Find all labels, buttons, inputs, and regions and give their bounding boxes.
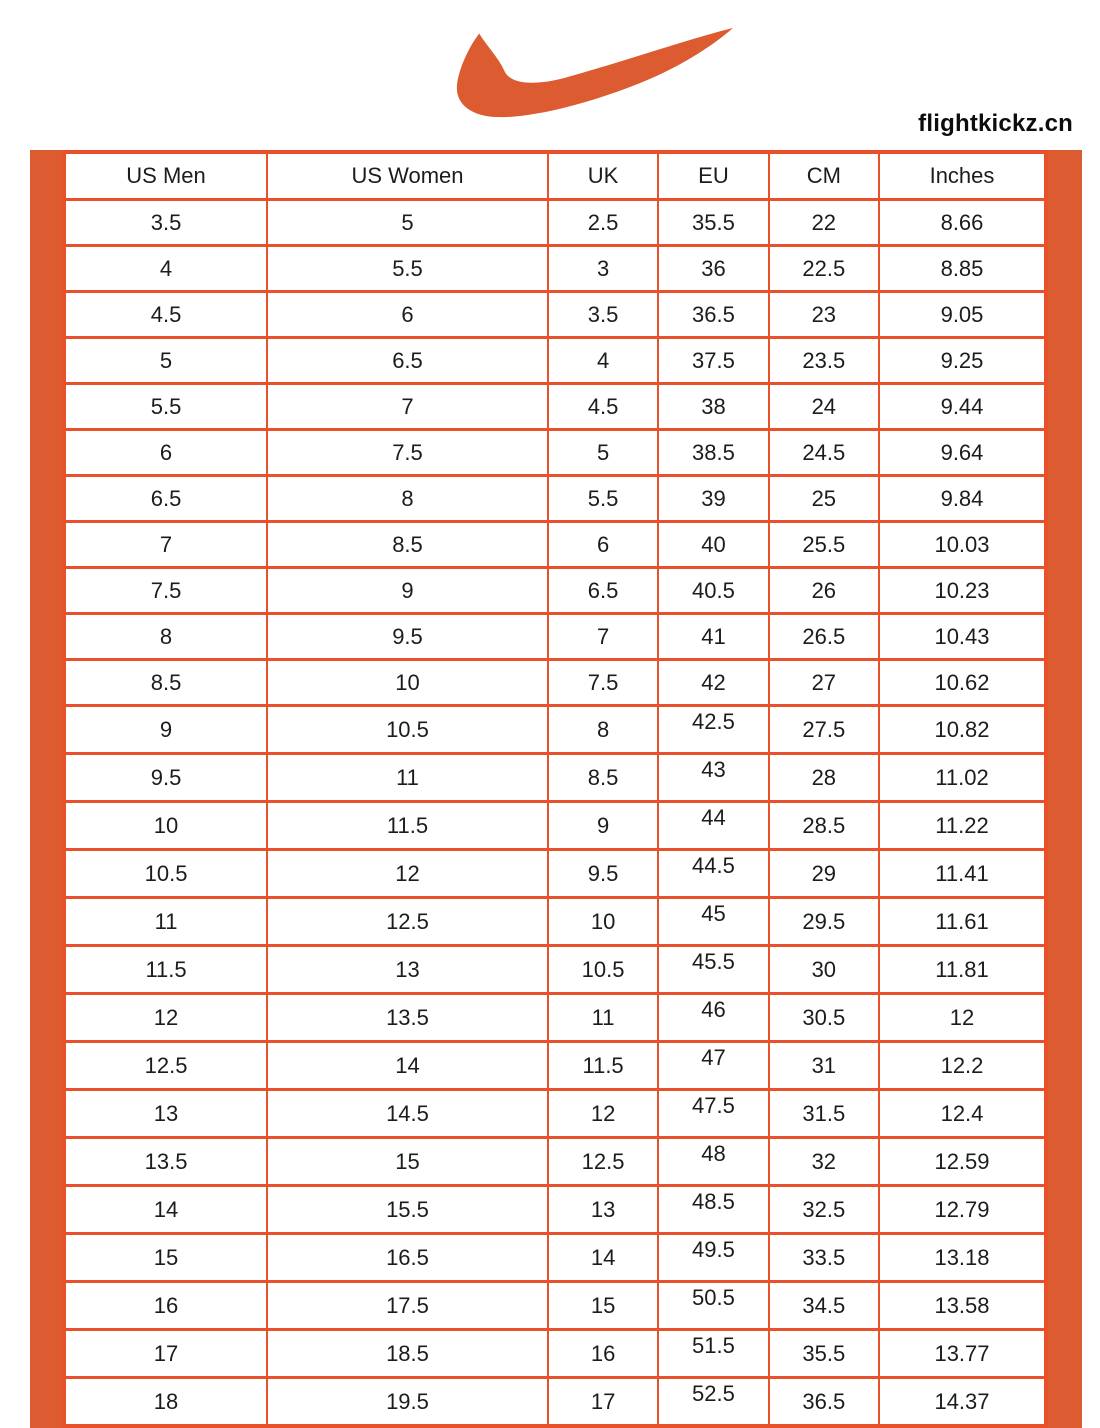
table-cell: 22.5 — [769, 246, 879, 292]
table-cell: 13.5 — [64, 1138, 267, 1186]
table-cell: 48.5 — [658, 1186, 768, 1234]
table-cell: 9.84 — [879, 476, 1046, 522]
table-row — [64, 994, 1046, 1042]
left-accent-bar — [30, 150, 62, 1428]
table-cell: 35.5 — [769, 1330, 879, 1378]
table-cell: 8.66 — [879, 200, 1046, 246]
table-cell: 12 — [64, 994, 267, 1042]
table-cell: 11.5 — [64, 946, 267, 994]
table-cell: 17.5 — [267, 1282, 548, 1330]
table-cell: 28 — [769, 754, 879, 802]
table-cell: 8 — [548, 706, 658, 754]
table-cell: 3.5 — [64, 200, 267, 246]
table-cell: 38.5 — [658, 430, 768, 476]
table-cell: 18.5 — [267, 1330, 548, 1378]
table-cell: 34.5 — [769, 1282, 879, 1330]
table-cell: 26.5 — [769, 614, 879, 660]
right-accent-bar — [1048, 150, 1082, 1428]
table-cell: 9.5 — [267, 614, 548, 660]
table-cell: 12 — [548, 1090, 658, 1138]
table-cell: 8.5 — [64, 660, 267, 706]
table-cell: 5.5 — [548, 476, 658, 522]
table-cell: 22 — [769, 200, 879, 246]
table-cell: 26 — [769, 568, 879, 614]
table-cell: 46 — [658, 994, 768, 1042]
table-cell: 45 — [658, 898, 768, 946]
table-row — [64, 292, 1046, 338]
table-cell: 10.5 — [64, 850, 267, 898]
table-cell: 50.5 — [658, 1282, 768, 1330]
table-cell: 29.5 — [769, 898, 879, 946]
table-cell: 12 — [267, 850, 548, 898]
table-cell: 9 — [64, 706, 267, 754]
table-row — [64, 802, 1046, 850]
table-cell: 35.5 — [658, 200, 768, 246]
table-cell: 11 — [267, 754, 548, 802]
table-cell: 11.5 — [267, 802, 548, 850]
table-cell: 13 — [548, 1186, 658, 1234]
table-cell: 6.5 — [267, 338, 548, 384]
column-header: UK — [548, 152, 658, 200]
table-cell: 9.64 — [879, 430, 1046, 476]
table-cell: 10.43 — [879, 614, 1046, 660]
table-cell: 4.5 — [64, 292, 267, 338]
table-cell: 17 — [548, 1378, 658, 1427]
size-chart — [30, 150, 1082, 1428]
table-cell: 9.05 — [879, 292, 1046, 338]
table-row — [64, 660, 1046, 706]
table-cell: 41 — [658, 614, 768, 660]
table-cell: 42 — [658, 660, 768, 706]
header-row — [64, 152, 1046, 200]
table-cell: 13.77 — [879, 1330, 1046, 1378]
table-cell: 7.5 — [548, 660, 658, 706]
table-row — [64, 568, 1046, 614]
nike-swoosh-logo — [455, 26, 735, 120]
table-cell: 9 — [267, 568, 548, 614]
table-row — [64, 850, 1046, 898]
table-cell: 13 — [64, 1090, 267, 1138]
table-row — [64, 1378, 1046, 1427]
table-cell: 43 — [658, 754, 768, 802]
table-cell: 5 — [267, 200, 548, 246]
table-cell: 10 — [548, 898, 658, 946]
table-cell: 8.85 — [879, 246, 1046, 292]
table-cell: 3.5 — [548, 292, 658, 338]
table-cell: 11.41 — [879, 850, 1046, 898]
table-cell: 9.44 — [879, 384, 1046, 430]
table-cell: 11.22 — [879, 802, 1046, 850]
table-cell: 36.5 — [769, 1378, 879, 1427]
table-cell: 4.5 — [548, 384, 658, 430]
nike-swoosh-icon — [457, 28, 733, 117]
table-cell: 13.18 — [879, 1234, 1046, 1282]
table-row — [64, 1090, 1046, 1138]
table-cell: 18 — [64, 1378, 267, 1427]
table-cell: 5 — [64, 338, 267, 384]
table-cell: 47 — [658, 1042, 768, 1090]
table-cell: 4 — [548, 338, 658, 384]
table-cell: 11 — [548, 994, 658, 1042]
table-row — [64, 754, 1046, 802]
table-cell: 11.5 — [548, 1042, 658, 1090]
table-cell: 10.5 — [548, 946, 658, 994]
table-cell: 12.4 — [879, 1090, 1046, 1138]
table-cell: 9.5 — [64, 754, 267, 802]
table-cell: 13.5 — [267, 994, 548, 1042]
table-cell: 36 — [658, 246, 768, 292]
table-cell: 36.5 — [658, 292, 768, 338]
table-cell: 6.5 — [64, 476, 267, 522]
table-cell: 32 — [769, 1138, 879, 1186]
table-row — [64, 1282, 1046, 1330]
table-cell: 32.5 — [769, 1186, 879, 1234]
table-cell: 11.02 — [879, 754, 1046, 802]
table-cell: 49.5 — [658, 1234, 768, 1282]
table-cell: 47.5 — [658, 1090, 768, 1138]
table-cell: 45.5 — [658, 946, 768, 994]
table-cell: 40.5 — [658, 568, 768, 614]
table-cell: 6.5 — [548, 568, 658, 614]
table-cell: 17 — [64, 1330, 267, 1378]
table-cell: 44 — [658, 802, 768, 850]
table-cell: 39 — [658, 476, 768, 522]
table-cell: 14 — [548, 1234, 658, 1282]
table-cell: 51.5 — [658, 1330, 768, 1378]
table-cell: 4 — [64, 246, 267, 292]
table-cell: 5.5 — [64, 384, 267, 430]
table-cell: 27 — [769, 660, 879, 706]
table-cell: 12 — [879, 994, 1046, 1042]
table-cell: 42.5 — [658, 706, 768, 754]
table-cell: 10.03 — [879, 522, 1046, 568]
table-cell: 10.23 — [879, 568, 1046, 614]
table-cell: 5 — [548, 430, 658, 476]
table-cell: 14 — [64, 1186, 267, 1234]
table-cell: 2.5 — [548, 200, 658, 246]
table-cell: 9.25 — [879, 338, 1046, 384]
table-cell: 38 — [658, 384, 768, 430]
table-cell: 6 — [548, 522, 658, 568]
table-cell: 9 — [548, 802, 658, 850]
table-cell: 12.5 — [548, 1138, 658, 1186]
table-cell: 30 — [769, 946, 879, 994]
table-cell: 29 — [769, 850, 879, 898]
table-cell: 11.81 — [879, 946, 1046, 994]
table-row — [64, 384, 1046, 430]
table-cell: 7.5 — [267, 430, 548, 476]
table-row — [64, 1138, 1046, 1186]
table-cell: 6 — [267, 292, 548, 338]
table-cell: 8 — [64, 614, 267, 660]
table-cell: 23 — [769, 292, 879, 338]
table-cell: 15 — [267, 1138, 548, 1186]
table-cell: 48 — [658, 1138, 768, 1186]
table-cell: 11 — [64, 898, 267, 946]
table-row — [64, 522, 1046, 568]
table-cell: 15 — [64, 1234, 267, 1282]
table-cell: 33.5 — [769, 1234, 879, 1282]
table-cell: 24 — [769, 384, 879, 430]
table-cell: 24.5 — [769, 430, 879, 476]
table-cell: 7 — [548, 614, 658, 660]
table-cell: 23.5 — [769, 338, 879, 384]
table-cell: 40 — [658, 522, 768, 568]
table-row — [64, 430, 1046, 476]
table-cell: 9.5 — [548, 850, 658, 898]
table-cell: 14.5 — [267, 1090, 548, 1138]
table-cell: 10 — [64, 802, 267, 850]
table-row — [64, 614, 1046, 660]
site-label: flightkickz.cn — [918, 110, 1073, 137]
table-row — [64, 1234, 1046, 1282]
table-cell: 10.62 — [879, 660, 1046, 706]
column-header: US Women — [267, 152, 548, 200]
table-cell: 13 — [267, 946, 548, 994]
table-cell: 31 — [769, 1042, 879, 1090]
table-row — [64, 898, 1046, 946]
table-cell: 27.5 — [769, 706, 879, 754]
table-row — [64, 706, 1046, 754]
table-cell: 7 — [267, 384, 548, 430]
table-cell: 28.5 — [769, 802, 879, 850]
table-cell: 52.5 — [658, 1378, 768, 1427]
table-cell: 30.5 — [769, 994, 879, 1042]
table-cell: 11.61 — [879, 898, 1046, 946]
table-cell: 15 — [548, 1282, 658, 1330]
table-cell: 12.5 — [64, 1042, 267, 1090]
table-row — [64, 476, 1046, 522]
table-cell: 25 — [769, 476, 879, 522]
size-table-body — [64, 200, 1046, 1427]
table-cell: 8 — [267, 476, 548, 522]
table-row — [64, 246, 1046, 292]
table-cell: 44.5 — [658, 850, 768, 898]
table-cell: 6 — [64, 430, 267, 476]
table-cell: 12.5 — [267, 898, 548, 946]
table-cell: 14 — [267, 1042, 548, 1090]
table-cell: 10.5 — [267, 706, 548, 754]
table-cell: 10 — [267, 660, 548, 706]
table-row — [64, 1042, 1046, 1090]
column-header: US Men — [64, 152, 267, 200]
column-header: Inches — [879, 152, 1046, 200]
table-row — [64, 200, 1046, 246]
table-cell: 16 — [64, 1282, 267, 1330]
column-header: EU — [658, 152, 768, 200]
table-cell: 15.5 — [267, 1186, 548, 1234]
table-cell: 8.5 — [267, 522, 548, 568]
table-cell: 19.5 — [267, 1378, 548, 1427]
table-cell: 7 — [64, 522, 267, 568]
table-cell: 5.5 — [267, 246, 548, 292]
table-cell: 12.79 — [879, 1186, 1046, 1234]
table-cell: 12.59 — [879, 1138, 1046, 1186]
table-cell: 8.5 — [548, 754, 658, 802]
table-cell: 16 — [548, 1330, 658, 1378]
table-row — [64, 338, 1046, 384]
table-row — [64, 1186, 1046, 1234]
table-cell: 13.58 — [879, 1282, 1046, 1330]
table-cell: 14.37 — [879, 1378, 1046, 1427]
table-cell: 31.5 — [769, 1090, 879, 1138]
table-cell: 3 — [548, 246, 658, 292]
table-cell: 7.5 — [64, 568, 267, 614]
table-cell: 25.5 — [769, 522, 879, 568]
table-row — [64, 946, 1046, 994]
column-header: CM — [769, 152, 879, 200]
table-cell: 10.82 — [879, 706, 1046, 754]
table-cell: 12.2 — [879, 1042, 1046, 1090]
table-cell: 16.5 — [267, 1234, 548, 1282]
table-cell: 37.5 — [658, 338, 768, 384]
size-table — [62, 150, 1048, 1428]
size-table-head — [64, 152, 1046, 200]
